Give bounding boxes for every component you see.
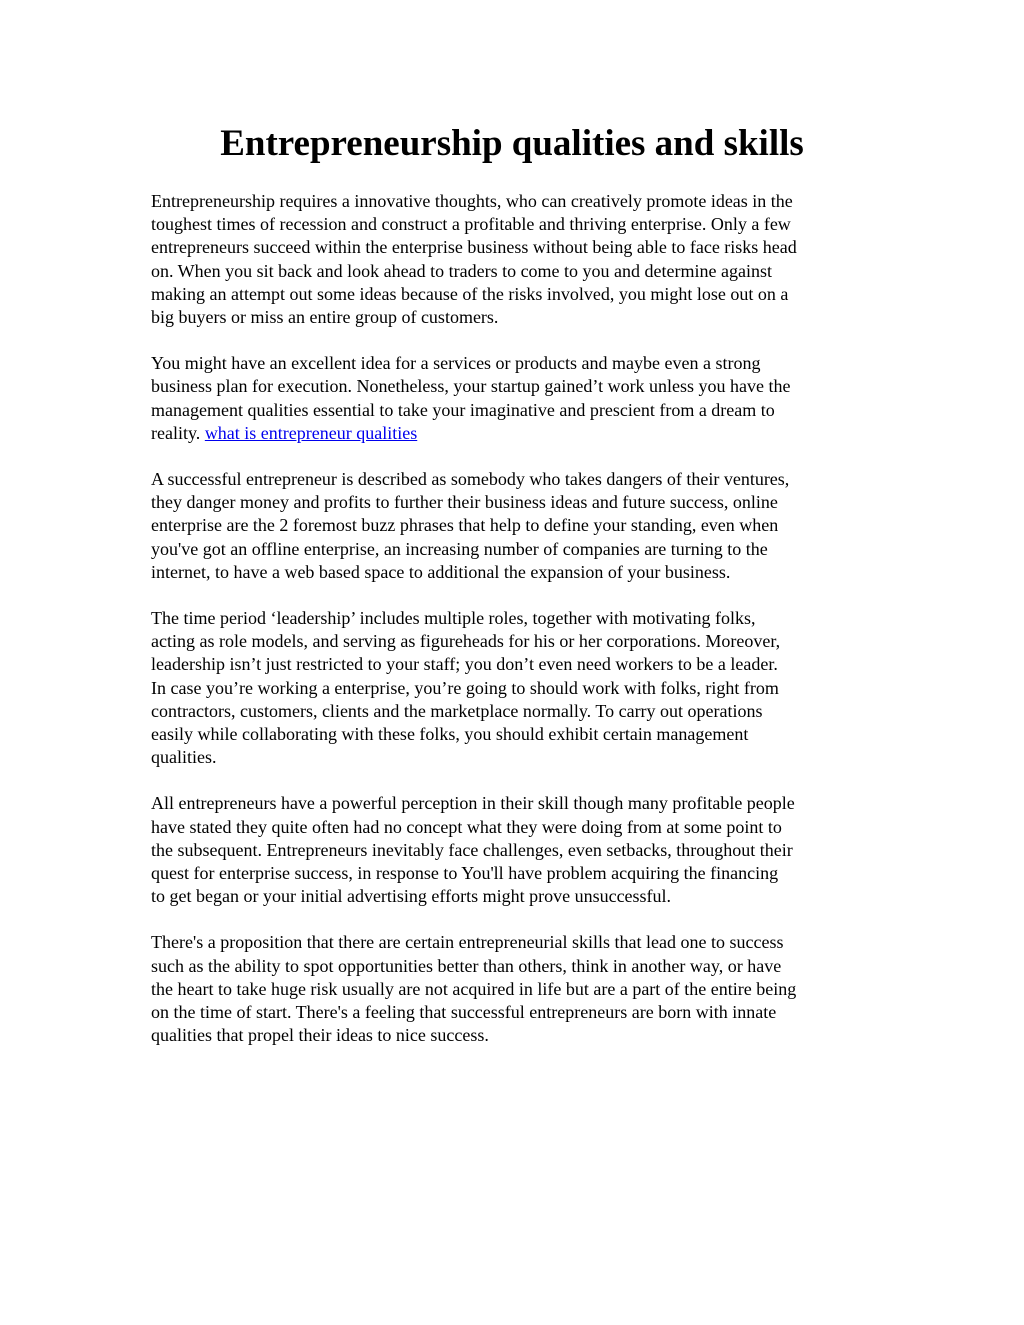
text-line: big buyers or miss an entire group of customers.	[151, 307, 499, 328]
paragraph-2	[151, 352, 881, 445]
text-line: Entrepreneurship requires a innovative thoughts, who can creatively promote ideas in the	[151, 191, 793, 211]
text-line: the subsequent. Entrepreneurs inevitably face challenges, even setbacks, throughout their	[151, 839, 793, 860]
entrepreneur-qualities-link[interactable]: what is entrepreneur qualities	[204, 422, 418, 443]
paragraph-4	[151, 607, 881, 769]
text-line: acting as role models, and serving as figureheads for his or her corporations. Moreover,	[151, 631, 781, 652]
text-line: to get began or your initial advertising efforts might prove unsuccessful.	[151, 886, 672, 907]
document-body	[151, 190, 881, 1071]
text-line: making an attempt out some ideas because of the risks involved, you might lose out on a	[151, 283, 789, 304]
text-line: contractors, customers, clients and the marketplace normally. To carry out operations	[151, 700, 763, 721]
text-line: have stated they quite often had no concept what they were doing from at some point to	[151, 816, 782, 837]
document-title: Entrepreneurship qualities and skills	[220, 123, 804, 164]
text-line: entrepreneurs succeed within the enterprise business without being able to face risks head	[151, 237, 797, 258]
text-line: qualities that propel their ideas to nice success.	[151, 1025, 489, 1046]
text-line: they danger money and profits to further their business ideas and future success, online	[151, 492, 778, 513]
text-line: on the time of start. There's a feeling that successful entrepreneurs are born with innate	[151, 1002, 777, 1023]
text-line: internet, to have a web based space to additional the expansion of your business.	[151, 561, 731, 582]
paragraph-3	[151, 468, 881, 584]
text-line: quest for enterprise success, in response to You'll have problem acquiring the financing	[151, 863, 779, 884]
text-line-with-link	[151, 422, 881, 445]
paragraph-1	[151, 190, 881, 329]
text-line: you've got an offline enterprise, an increasing number of companies are turning to the	[151, 538, 768, 559]
text-line: business plan for execution. Nonetheless, your startup gained’t work unless you have the	[151, 376, 791, 397]
text-line: enterprise are the 2 foremost buzz phrases that help to define your standing, even when	[151, 515, 779, 536]
text-line: management qualities essential to take your imaginative and prescient from a dream to	[151, 399, 775, 420]
text-line: easily while collaborating with these folks, you should exhibit certain management	[151, 724, 749, 745]
paragraph-5	[151, 792, 881, 908]
text-line: A successful entrepreneur is described as somebody who takes dangers of their ventures,	[151, 469, 790, 490]
text-line: qualities.	[151, 747, 217, 768]
text-line: In case you’re working a enterprise, you’re going to should work with folks, right from	[151, 677, 779, 698]
text-line: All entrepreneurs have a powerful perception in their skill though many profitable people	[151, 793, 795, 814]
text-line: such as the ability to spot opportunities better than others, think in another way, or have	[151, 955, 782, 976]
text-line: on. When you sit back and look ahead to traders to come to you and determine against	[151, 260, 772, 281]
text-line-prefix: reality.	[151, 422, 205, 443]
text-line: You might have an excellent idea for a services or products and maybe even a strong	[151, 353, 761, 374]
paragraph-6	[151, 931, 881, 1047]
text-line: leadership isn’t just restricted to your staff; you don’t even need workers to be a leader.	[151, 654, 778, 675]
text-line: toughest times of recession and construct a profitable and thriving enterprise. Only a few	[151, 214, 791, 235]
text-line: the heart to take huge risk usually are not acquired in life but are a part of the entire being	[151, 978, 797, 999]
text-line: The time period ‘leadership’ includes multiple roles, together with motivating folks,	[151, 608, 756, 629]
text-line: There's a proposition that there are certain entrepreneurial skills that lead one to success	[151, 932, 784, 953]
